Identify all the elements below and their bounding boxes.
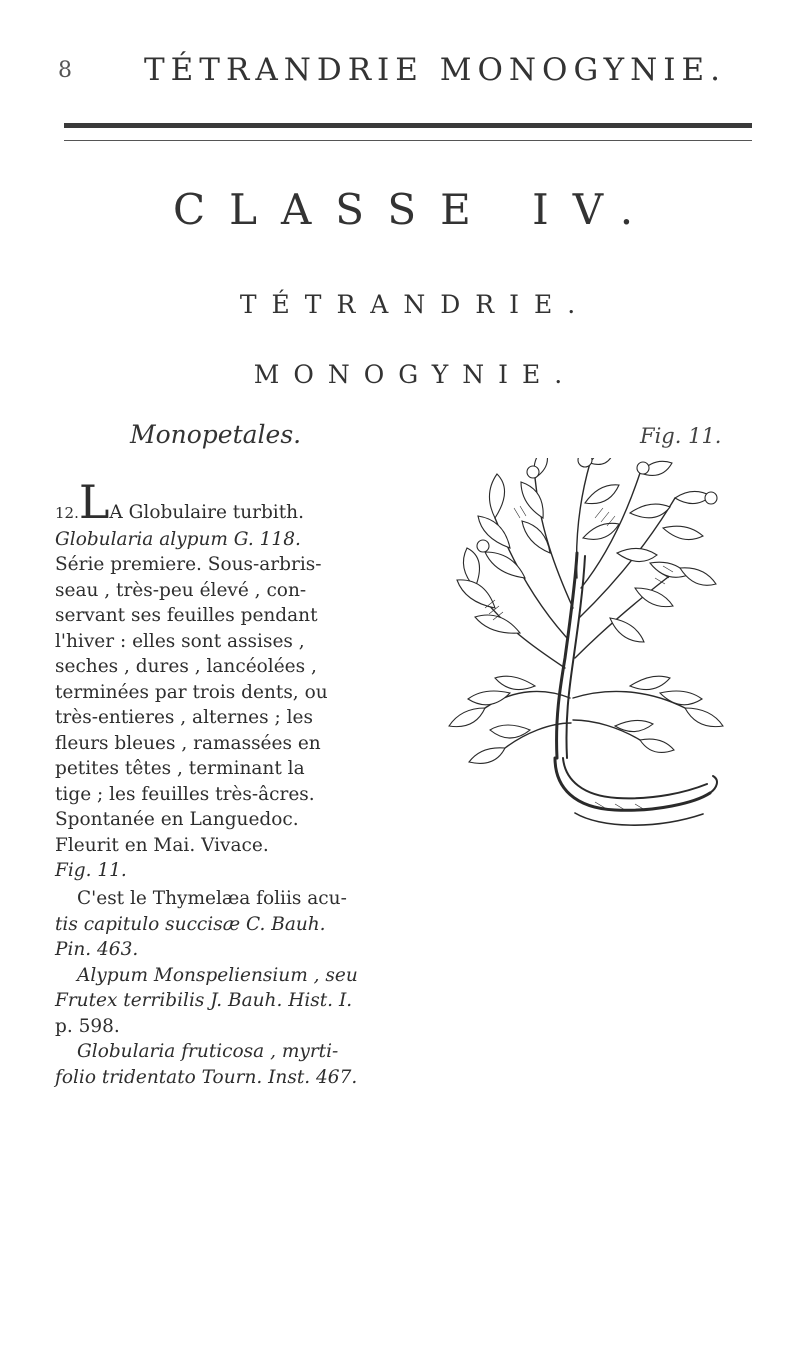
- plant-illustration: [425, 458, 745, 853]
- synonym-line: p. 598.: [55, 1015, 120, 1037]
- figure-label: Fig. 11.: [640, 424, 722, 448]
- synonym-line: Globularia fruticosa , myrti-: [77, 1041, 339, 1062]
- tetrandrie-heading: TÉTRANDRIE.: [239, 290, 591, 319]
- entry-line: petites têtes , terminant la: [55, 758, 305, 779]
- entry-line: Fig. 11.: [55, 860, 127, 881]
- running-title: TÉTRANDRIE MONOGYNIE.: [144, 52, 726, 88]
- plant-engraving-icon: [425, 458, 745, 853]
- header-rule-thick: [64, 123, 752, 128]
- synonyms-paragraph: [55, 886, 395, 1090]
- synonym-line: Pin. 463.: [55, 939, 139, 960]
- entry-line-text: A Globulaire turbith.: [109, 502, 304, 523]
- entry-paragraph: [55, 475, 395, 884]
- page-number: 8: [58, 58, 72, 83]
- entry-line: seches , dures , lancéolées ,: [55, 656, 317, 677]
- entry-line: Spontanée en Languedoc.: [55, 809, 299, 830]
- entry-line: seau , très-peu élevé , con-: [55, 579, 307, 601]
- running-head: [58, 52, 758, 102]
- entry-line: [55, 475, 395, 529]
- entry-line: l'hiver : elles sont assises ,: [55, 630, 305, 652]
- entry-line: tige ; les feuilles très-âcres.: [55, 783, 315, 805]
- synonym-line: Alypum Monspeliensium , seu: [77, 964, 358, 986]
- entry-line: Globularia alypum G. 118.: [55, 528, 301, 550]
- synonym-line: folio tridentato Tourn. Inst. 467.: [55, 1066, 358, 1088]
- class-title: CLASSE IV.: [172, 185, 658, 234]
- entry-line: très-entieres , alternes ; les: [55, 707, 313, 728]
- entry-line: Série premiere. Sous-arbris-: [55, 554, 322, 575]
- synonym-line: C'est le Thymelæa foliis acu-: [77, 888, 347, 909]
- synonym-line: Frutex terribilis J. Bauh. Hist. I.: [55, 990, 353, 1011]
- entry-line: Fleurit en Mai. Vivace.: [55, 834, 269, 856]
- dropcap-letter: L: [78, 475, 110, 529]
- entry-line: servant ses feuilles pendant: [55, 605, 318, 626]
- entry-line: terminées par trois dents, ou: [55, 681, 328, 703]
- synonym-line: tis capitulo succisæ C. Bauh.: [55, 913, 326, 935]
- header-rule-thin: [64, 140, 752, 141]
- entry-line: fleurs bleues , ramassées en: [55, 732, 321, 754]
- entry-number: 12.: [55, 504, 79, 522]
- monogynie-heading: MONOGYNIE.: [253, 360, 577, 389]
- section-heading: Monopetales.: [130, 420, 302, 449]
